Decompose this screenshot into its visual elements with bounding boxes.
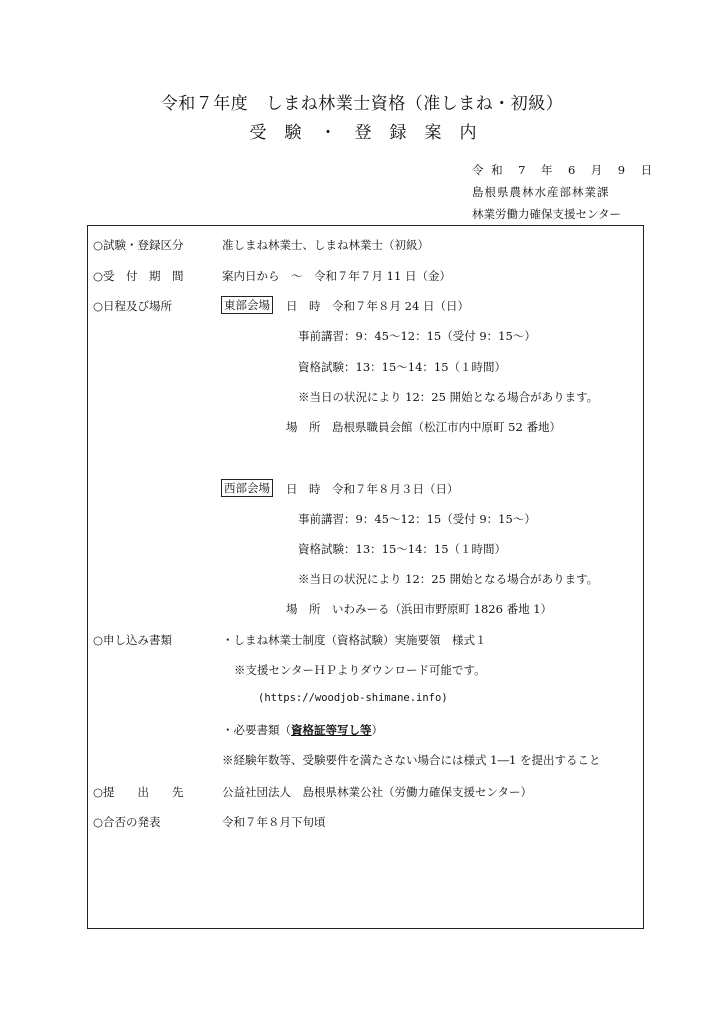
document-title: 令和７年度 しまね林業士資格（准しまね・初級）	[160, 94, 564, 114]
issuing-department: 島根県農林水産部林業課	[472, 185, 610, 199]
documents-item-required	[222, 722, 383, 738]
east-place: 場 所 島根県職員会館（松江市内中原町 52 番地）	[286, 420, 561, 434]
period-label: ○受 付 期 間	[93, 269, 184, 283]
east-note: ※当日の状況により 12：25 開始となる場合があります。	[298, 390, 599, 404]
submit-value: 公益社団法人 島根県林業公社（労働力確保支援センター）	[222, 785, 533, 799]
west-datetime: 日 時 令和７年８月３日（日）	[286, 482, 459, 496]
documents-label: ○申し込み書類	[93, 633, 173, 647]
submit-label: ○提 出 先	[93, 785, 184, 799]
schedule-label: ○日程及び場所	[93, 299, 173, 313]
issuing-center: 林業労働力確保支援センター	[472, 207, 622, 221]
category-value: 准しまね林業士、しまね林業士（初級）	[222, 238, 429, 252]
result-label: ○合否の発表	[93, 815, 161, 829]
east-venue-tag: 東部会場	[221, 296, 273, 314]
west-venue-tag: 西部会場	[221, 479, 273, 497]
issue-date: 令 和 7 年 6 月 9 日	[472, 163, 655, 177]
documents-item-form: ・しまね林業士制度（資格試験）実施要領 様式１	[222, 633, 487, 647]
result-value: 令和７年８月下旬頃	[222, 815, 326, 829]
west-exam: 資格試験：13：15～14：15（１時間）	[298, 542, 507, 556]
required-suffix: ）	[371, 723, 383, 737]
west-note: ※当日の状況により 12：25 開始となる場合があります。	[298, 572, 599, 586]
required-prefix: ・必要書類（	[222, 723, 291, 737]
east-datetime: 日 時 令和７年８月 24 日（日）	[286, 299, 469, 313]
west-lecture: 事前講習：9：45～12：15（受付 9：15～）	[298, 512, 536, 526]
support-center-url[interactable]: (https://woodjob-shimane.info)	[258, 692, 448, 704]
period-value: 案内日から ～ 令和７年７月 11 日（金）	[222, 269, 451, 283]
west-place: 場 所 いわみーる（浜田市野原町 1826 番地 1）	[286, 602, 553, 616]
documents-download-note: ※支援センターＨＰよりダウンロード可能です。	[234, 663, 486, 677]
documents-experience-note: ※経験年数等、受験要件を満たさない場合には様式 1―1 を提出すること	[222, 753, 601, 767]
east-exam: 資格試験：13：15～14：15（１時間）	[298, 360, 507, 374]
document-subtitle: 受験・登録案内	[249, 123, 495, 143]
category-label: ○試験・登録区分	[93, 238, 184, 252]
required-docs-emphasis: 資格証等写し等	[291, 723, 372, 737]
east-lecture: 事前講習：9：45～12：15（受付 9：15～）	[298, 329, 536, 343]
